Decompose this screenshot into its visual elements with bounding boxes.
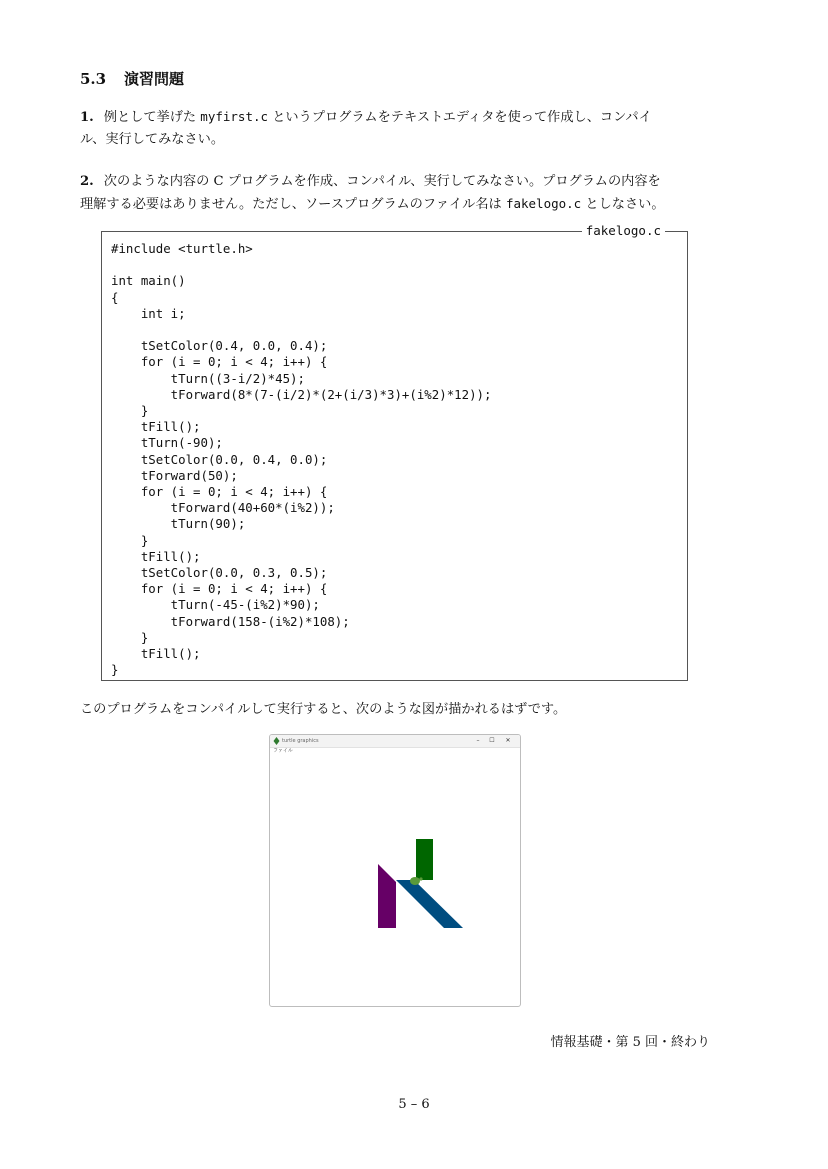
close-button[interactable]: ✕ <box>505 737 511 744</box>
turtle-canvas <box>270 756 520 1007</box>
code-line: } <box>140 629 149 645</box>
problem-1-text-after: というプログラムをテキストエディタを使って作成し、コンパイ <box>268 110 652 125</box>
code-line: int main() <box>111 273 186 289</box>
code-listing-box <box>101 223 688 681</box>
code-line: int i; <box>140 305 186 321</box>
code-listing-title: fakelogo.c <box>582 223 665 239</box>
problem-2-text-before: 理解する必要はありません。ただし、ソースプログラムのファイル名は <box>80 197 506 212</box>
code-line: tFill(); <box>140 419 201 435</box>
code-line: tTurn(-45-(i%2)*90); <box>170 597 320 613</box>
turtle-window-screenshot <box>269 734 521 1007</box>
code-listing <box>111 241 491 678</box>
page-number: 5 – 6 <box>398 1097 430 1112</box>
problem-1-line-2: ル、実行してみなさい。 <box>80 132 225 147</box>
code-line: tTurn(-90); <box>140 435 223 451</box>
blue-shape <box>396 880 463 928</box>
section-number: 5.3 <box>80 70 107 88</box>
code-line: tSetColor(0.4, 0.0, 0.4); <box>140 338 328 354</box>
minimize-button[interactable]: – <box>476 737 480 744</box>
code-line: for (i = 0; i < 4; i++) { <box>140 354 328 370</box>
code-line: } <box>111 662 119 678</box>
window-menubar <box>273 747 293 756</box>
code-line: #include <turtle.h> <box>111 241 253 256</box>
problem-2-line-2 <box>80 193 720 216</box>
green-shape <box>416 839 433 880</box>
problem-2-filename: fakelogo.c <box>505 196 582 211</box>
turtle-icon <box>410 877 423 885</box>
problem-2-text-after: としなさい。 <box>581 197 665 212</box>
problem-2-number: 2. <box>80 174 94 189</box>
code-line: tForward(158-(i%2)*108); <box>170 613 350 629</box>
problem-1 <box>80 106 720 151</box>
code-line: tSetColor(0.0, 0.3, 0.5); <box>140 565 328 581</box>
code-line: tForward(40+60*(i%2)); <box>170 500 335 516</box>
code-line: tSetColor(0.0, 0.4, 0.0); <box>140 451 328 467</box>
turtle-app-icon <box>273 737 280 745</box>
problem-1-number: 1. <box>80 110 94 125</box>
problem-2-text: 次のような内容の C プログラムを作成、コンパイル、実行してみなさい。プログラムの内容を <box>103 174 661 189</box>
section-heading <box>80 68 184 89</box>
code-line: tForward(50); <box>140 467 238 483</box>
problem-2-line-1 <box>80 171 720 193</box>
code-line: for (i = 0; i < 4; i++) { <box>140 484 328 500</box>
problem-1-text: 例として挙げた <box>103 110 201 125</box>
code-line: tFill(); <box>140 646 201 662</box>
problem-1-line-1 <box>80 106 720 129</box>
problem-2 <box>80 171 720 216</box>
code-line: } <box>140 532 149 548</box>
menu-file[interactable]: ファイル <box>273 748 293 754</box>
result-description: このプログラムをコンパイルして実行すると、次のような図が描かれるはずです。 <box>80 702 567 717</box>
code-line: tTurn((3-i/2)*45); <box>170 370 305 386</box>
code-line: { <box>111 289 119 305</box>
problem-1-filename: myfirst.c <box>200 109 269 124</box>
code-line: for (i = 0; i < 4; i++) { <box>140 581 328 597</box>
code-line: tFill(); <box>140 548 201 564</box>
maximize-button[interactable]: ☐ <box>489 737 495 744</box>
window-title: turtle graphics <box>282 738 319 744</box>
code-line: tTurn(90); <box>170 516 246 532</box>
code-line: tForward(8*(7-(i/2)*(2+(i/3)*3)+(i%2)*12)); <box>170 386 492 402</box>
footer-note: 情報基礎・第 5 回・終わり <box>550 1035 710 1050</box>
section-title: 演習問題 <box>124 70 185 88</box>
purple-shape <box>378 864 396 928</box>
window-titlebar <box>270 735 520 748</box>
code-line: } <box>140 403 149 419</box>
